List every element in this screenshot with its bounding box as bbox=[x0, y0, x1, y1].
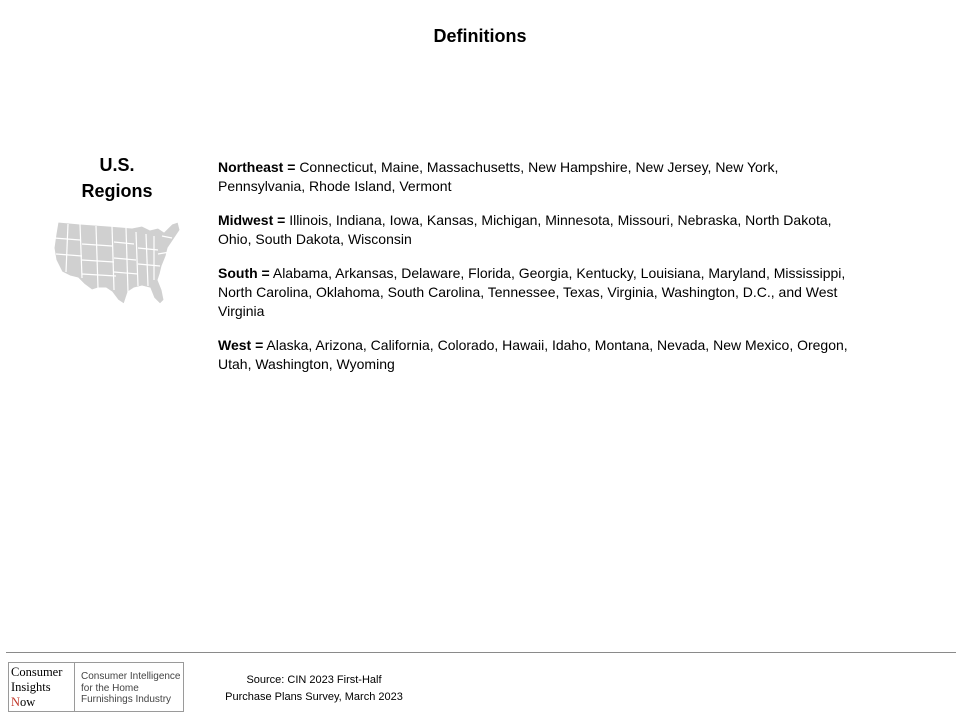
source-note bbox=[214, 672, 414, 706]
regions-heading bbox=[62, 152, 172, 204]
logo-tagline-line2: for the Home bbox=[81, 682, 139, 694]
definition-states: Alabama, Arkansas, Delaware, Florida, Georgia, Kentucky, Louisiana, Maryland, Mississippi, North Carolina, Oklahoma, South Carolina, Tennessee, Texas, Virginia, Washington, D.C., and West Virginia bbox=[218, 265, 846, 319]
us-map-outline bbox=[54, 222, 180, 304]
logo-tagline bbox=[75, 663, 181, 711]
regions-heading-line1: U.S. bbox=[99, 155, 135, 175]
definition-term: Midwest = bbox=[218, 212, 286, 228]
definitions-list bbox=[218, 158, 868, 389]
logo-tagline-line3: Furnishings Industry bbox=[81, 694, 172, 705]
definition-northeast bbox=[218, 158, 868, 196]
company-logo bbox=[8, 662, 184, 712]
definition-term: South = bbox=[218, 265, 270, 281]
logo-tagline-line1: Consumer Intelligence bbox=[81, 671, 181, 682]
definition-term: Northeast = bbox=[218, 159, 296, 175]
definition-term: West = bbox=[218, 337, 264, 353]
footer-divider bbox=[6, 652, 956, 653]
definition-south bbox=[218, 264, 868, 321]
definition-states: Connecticut, Maine, Massachusetts, New Hampshire, New Jersey, New York, Pennsylvania, Rhode Island, Vermont bbox=[218, 159, 779, 194]
source-line1: Source: CIN 2023 First-Half bbox=[246, 674, 382, 686]
logo-line1: Consumer bbox=[11, 665, 63, 679]
logo-line3-rest: ow bbox=[20, 695, 36, 709]
source-line2: Purchase Plans Survey, March 2023 bbox=[225, 691, 403, 703]
logo-wordmark bbox=[9, 663, 75, 711]
logo-line2: Insights bbox=[11, 680, 51, 694]
us-map-icon bbox=[50, 214, 186, 310]
definition-midwest bbox=[218, 211, 868, 249]
logo-accent-letter: N bbox=[11, 695, 21, 709]
definition-states: Alaska, Arizona, California, Colorado, Hawaii, Idaho, Montana, Nevada, New Mexico, Oregon, Utah, Washington, Wyoming bbox=[218, 337, 848, 372]
definition-west bbox=[218, 336, 868, 374]
logo-line3 bbox=[11, 695, 74, 710]
definition-states: Illinois, Indiana, Iowa, Kansas, Michigan, Minnesota, Missouri, Nebraska, North Dakota, Ohio, South Dakota, Wisconsin bbox=[218, 212, 832, 247]
regions-heading-line2: Regions bbox=[81, 181, 153, 201]
page-title: Definitions bbox=[433, 26, 527, 46]
